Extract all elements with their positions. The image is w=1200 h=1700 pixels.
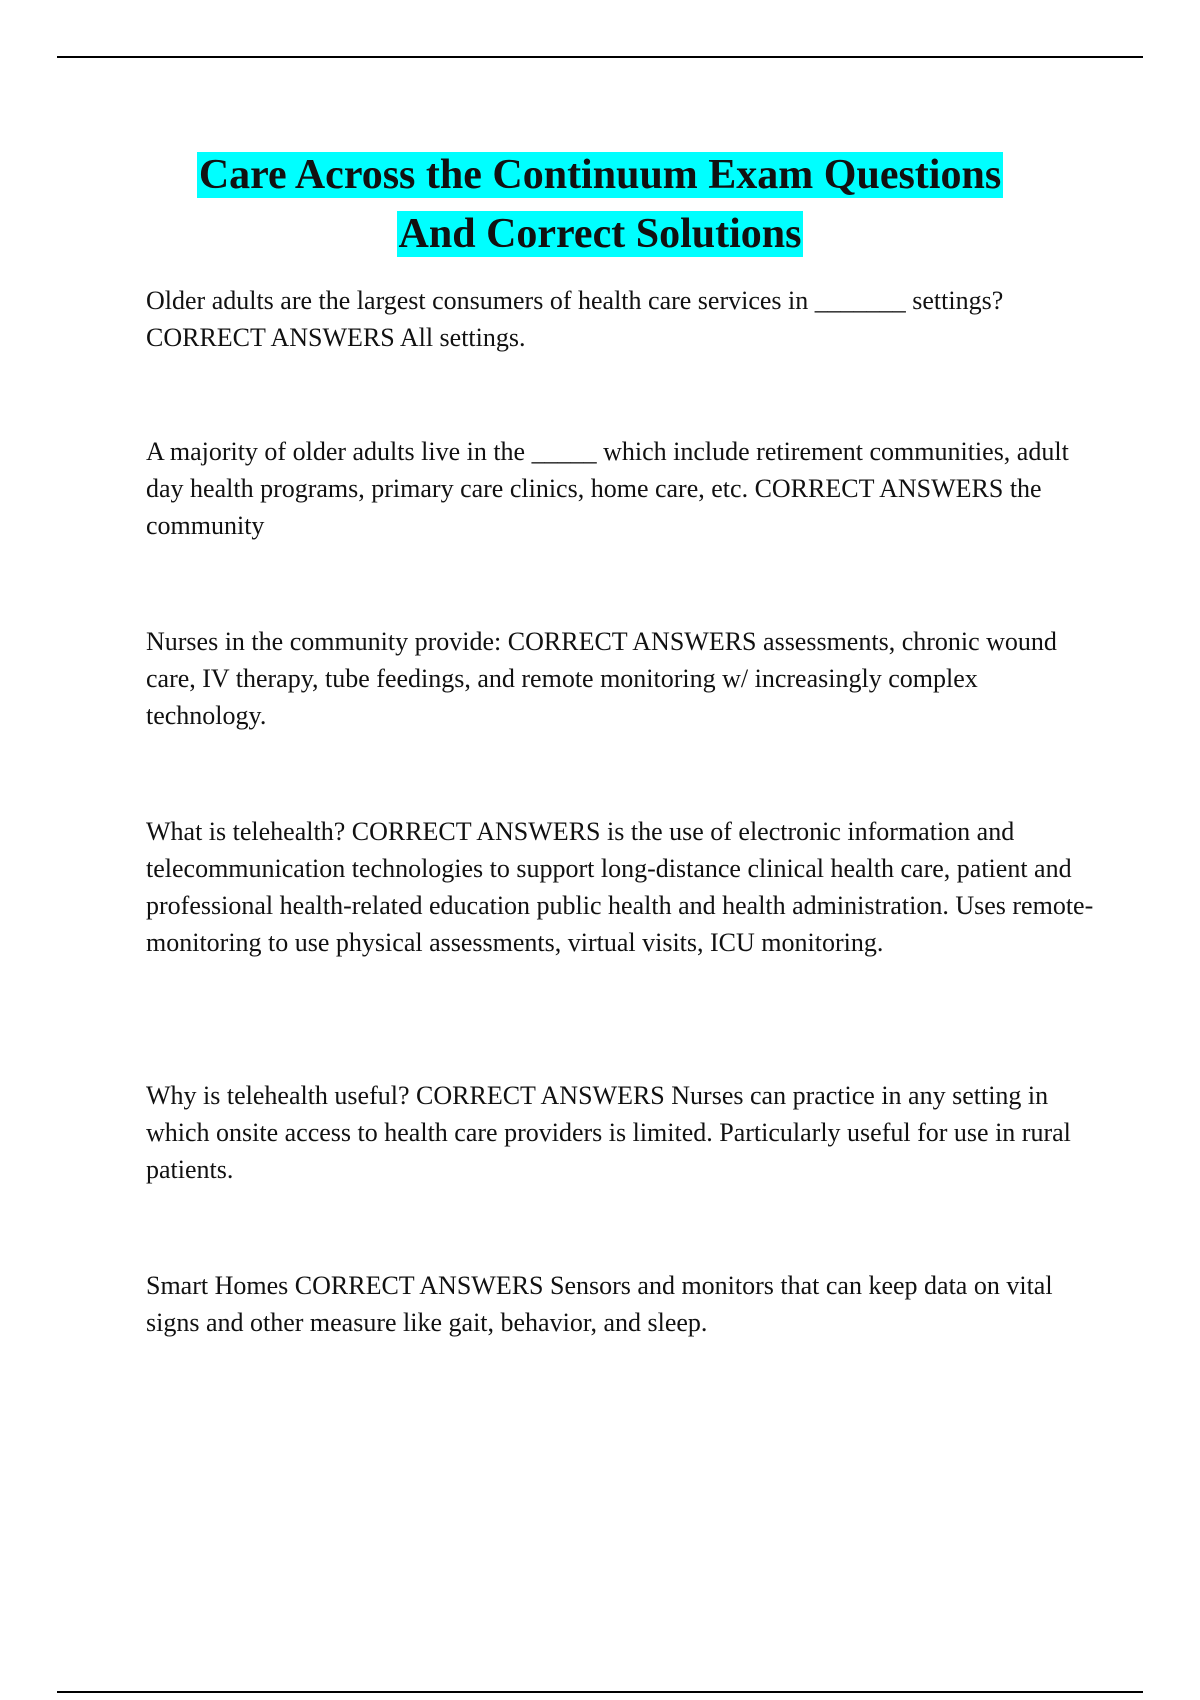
question-text: Smart Homes (146, 1271, 289, 1300)
question-text: Nurses in the community provide: (146, 627, 502, 656)
title-line-1: Care Across the Continuum Exam Questions (198, 152, 1002, 198)
qa-item (146, 623, 1096, 734)
question-text: A majority of older adults live in the _____ which include retirement communities, adult day health programs, primary care clinics, home care, etc. (146, 437, 1069, 503)
answer-text: the community (146, 474, 1042, 540)
answer-marker: CORRECT ANSWERS (146, 323, 395, 352)
answer-marker: CORRECT ANSWERS (294, 1271, 544, 1300)
header-rule (57, 56, 1143, 58)
answer-marker: CORRECT ANSWERS (351, 817, 601, 846)
question-text: What is telehealth? (146, 817, 346, 846)
qa-item (146, 1077, 1096, 1188)
answer-marker: CORRECT ANSWERS (754, 474, 1004, 503)
qa-item (146, 282, 1096, 356)
title-line-2: And Correct Solutions (398, 211, 802, 257)
question-text: Older adults are the largest consumers of health care services in _______ settings? (146, 286, 1004, 315)
answer-text: Nurses can practice in any setting in which onsite access to health care providers is limited. Particularly useful for use in rural patients. (146, 1081, 1071, 1184)
document-title (80, 146, 1120, 264)
answer-text: All settings. (399, 323, 526, 352)
answer-marker: CORRECT ANSWERS (416, 1081, 665, 1110)
answer-text: Sensors and monitors that can keep data on vital signs and other measure like gait, behavior, and sleep. (146, 1271, 1053, 1337)
qa-item (146, 433, 1096, 544)
qa-item (146, 1267, 1096, 1341)
qa-item (146, 813, 1096, 961)
answer-marker: CORRECT ANSWERS (507, 627, 757, 656)
answer-text: is the use of electronic information and telecommunication technologies to support long-distance clinical health care, patient and professional health-related education public health and health administration. Uses remote-monitoring to use physical assessments, virtual visits, ICU monitoring. (146, 817, 1094, 957)
question-text: Why is telehealth useful? (146, 1081, 410, 1110)
answer-text: assessments, chronic wound care, IV therapy, tube feedings, and remote monitoring w/ increasingly complex technology. (146, 627, 1057, 730)
footer-rule (57, 1691, 1143, 1693)
